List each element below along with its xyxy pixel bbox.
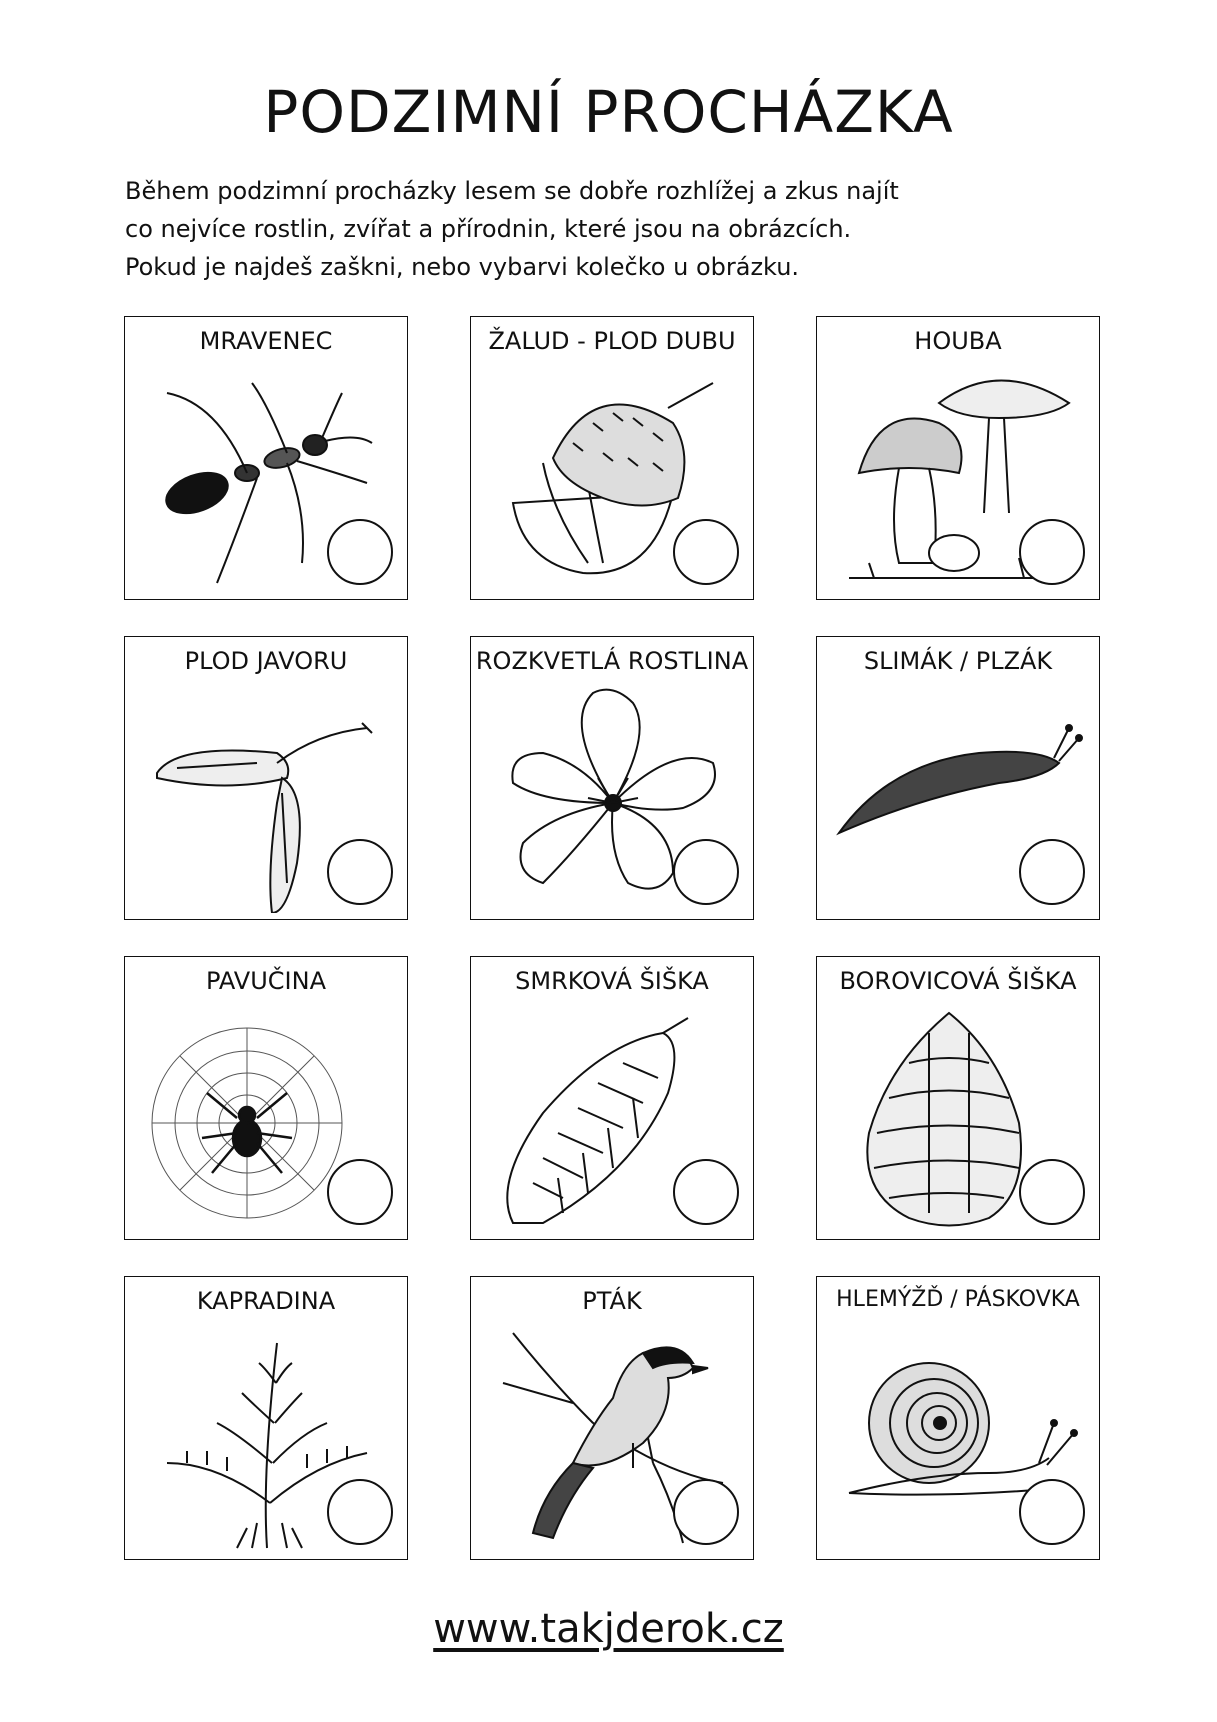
check-circle[interactable]	[327, 1159, 393, 1225]
card-label: PTÁK	[582, 1287, 642, 1315]
card-maple-seed	[124, 636, 408, 920]
card-bird	[470, 1276, 754, 1560]
check-circle[interactable]	[673, 839, 739, 905]
check-circle[interactable]	[1019, 1479, 1085, 1545]
card-label: SMRKOVÁ ŠIŠKA	[515, 967, 709, 995]
card-snail	[816, 1276, 1100, 1560]
check-circle[interactable]	[327, 1479, 393, 1545]
items-grid	[124, 316, 1100, 1562]
page-title: PODZIMNÍ PROCHÁZKA	[263, 78, 954, 146]
card-label: PLOD JAVORU	[184, 647, 348, 675]
card-label: PAVUČINA	[205, 967, 326, 995]
card-flower	[470, 636, 754, 920]
check-circle[interactable]	[1019, 839, 1085, 905]
check-circle[interactable]	[673, 519, 739, 585]
check-circle[interactable]	[1019, 1159, 1085, 1225]
check-circle[interactable]	[1019, 519, 1085, 585]
website-link[interactable]	[0, 1606, 1217, 1652]
card-label: ŽALUD - PLOD DUBU	[488, 327, 736, 355]
check-circle[interactable]	[673, 1479, 739, 1545]
card-label: BOROVICOVÁ ŠIŠKA	[839, 967, 1077, 995]
card-label: ROZKVETLÁ ROSTLINA	[475, 647, 749, 675]
check-circle[interactable]	[673, 1159, 739, 1225]
card-mushroom	[816, 316, 1100, 600]
card-label: SLIMÁK / PLZÁK	[863, 647, 1053, 675]
card-label: KAPRADINA	[196, 1287, 336, 1315]
card-label: HLEMÝŽĎ / PÁSKOVKA	[836, 1287, 1080, 1312]
check-circle[interactable]	[327, 519, 393, 585]
card-spiderweb	[124, 956, 408, 1240]
instructions-line-1: Během podzimní procházky lesem se dobře rozhlížej a zkus najít	[125, 177, 899, 205]
card-ant	[124, 316, 408, 600]
instructions-line-2: co nejvíce rostlin, zvířat a přírodnin, které jsou na obrázcích.	[125, 215, 852, 243]
instructions-line-3: Pokud je najdeš zaškni, nebo vybarvi kolečko u obrázku.	[125, 253, 800, 281]
card-label: HOUBA	[914, 327, 1002, 355]
card-slug	[816, 636, 1100, 920]
check-circle[interactable]	[327, 839, 393, 905]
card-fern	[124, 1276, 408, 1560]
card-label: MRAVENEC	[199, 327, 333, 355]
instructions	[125, 172, 1105, 286]
card-acorn	[470, 316, 754, 600]
card-pine-cone	[816, 956, 1100, 1240]
website-link-text[interactable]: www.takjderok.cz	[433, 1606, 784, 1652]
card-spruce-cone	[470, 956, 754, 1240]
